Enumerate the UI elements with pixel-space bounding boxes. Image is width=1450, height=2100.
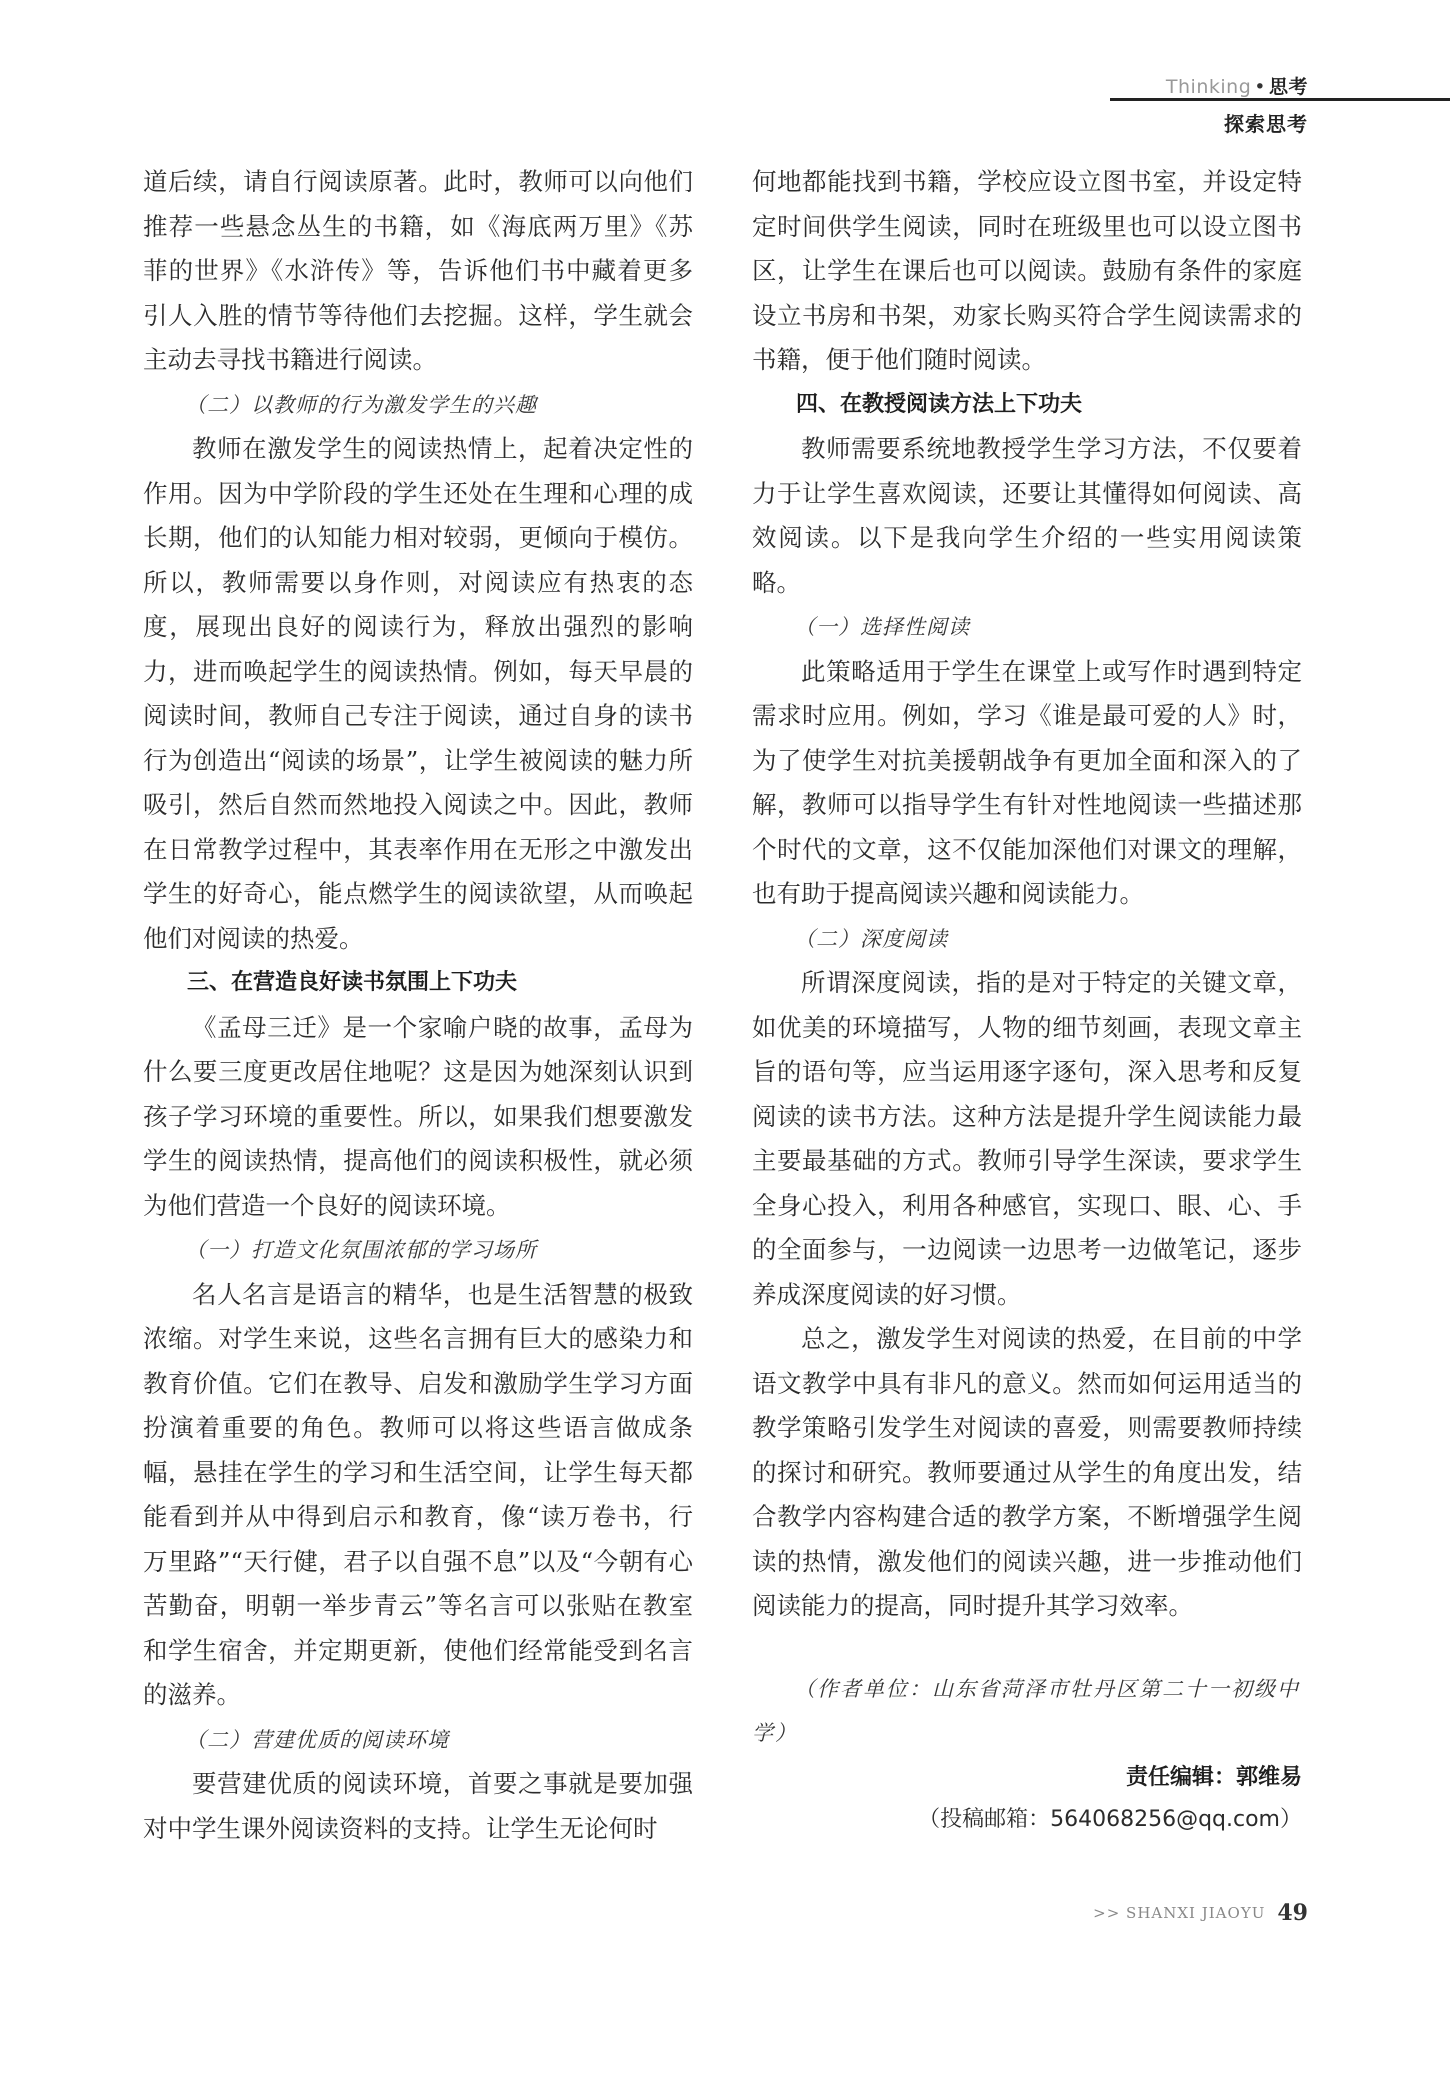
journal-name: >> SHANXI JIAOYU bbox=[1093, 1904, 1266, 1922]
left-paragraph: 名人名言是语言的精华，也是生活智慧的极致浓缩。对学生来说，这些名言拥有巨大的感染力和教育价值。它们在教导、启发和激励学生学习方面扮演着重要的角色。教师可以将这些语言做成条幅，悬挂在学生的学习和生活空间，让学生每天都能看到并从中得到启示和教育，像“读万卷书，行万里路”“天行健，君子以自强不息”以及“今朝有心苦勤奋，明朝一举步青云”等名言可以张贴在教室和学生宿舍，并定期更新，使他们经常能受到名言的滋养。 bbox=[143, 1279, 693, 1709]
right-paragraph: 教师需要系统地教授学生学习方法，不仅要着力于让学生喜欢阅读，还要让其懂得如何阅读、高效阅读。以下是我向学生介绍的一些实用阅读策略。 bbox=[752, 434, 1302, 597]
left-column bbox=[143, 160, 693, 1851]
right-column-body bbox=[752, 160, 1302, 1629]
section-label-zh: 思考 bbox=[1268, 76, 1308, 98]
right-column bbox=[752, 160, 1302, 1840]
right-subsection-heading: （二）深度阅读 bbox=[794, 926, 948, 951]
left-paragraph: 道后续，请自行阅读原著。此时，教师可以向他们推荐一些悬念丛生的书籍，如《海底两万里》《苏菲的世界》《水浒传》等，告诉他们书中藏着更多引人入胜的情节等待他们去挖掘。这样，学生就会主动去寻找书籍进行阅读。 bbox=[143, 167, 693, 374]
left-subsection-heading: （一）打造文化氛围浓郁的学习场所 bbox=[185, 1238, 537, 1262]
section-label bbox=[1166, 72, 1308, 99]
submission-email: （投稿邮箱：564068256@qq.com） bbox=[918, 1807, 1302, 1832]
left-paragraph: 教师在激发学生的阅读热情上，起着决定性的作用。因为中学阶段的学生还处在生理和心理的成长期，他们的认知能力相对较弱，更倾向于模仿。所以，教师需要以身作则，对阅读应有热衷的态度，展现出良好的阅读行为，释放出强烈的影响力，进而唤起学生的阅读热情。例如，每天早晨的阅读时间，教师自己专注于阅读，通过自身的读书行为创造出“阅读的场景”，让学生被阅读的魅力所吸引，然后自然而然地投入阅读之中。因此，教师在日常教学过程中，其表率作用在无形之中激发出学生的好奇心，能点燃学生的阅读欲望，从而唤起他们对阅读的热爱。 bbox=[143, 434, 693, 953]
editor-credit: 责任编辑：郭维易 bbox=[1125, 1764, 1302, 1790]
section-separator: • bbox=[1254, 76, 1266, 98]
page-number: 49 bbox=[1277, 1900, 1308, 1926]
subsection-label: 探索思考 bbox=[1224, 112, 1308, 136]
right-section-heading: 四、在教授阅读方法上下功夫 bbox=[796, 391, 1083, 417]
author-affiliation: （作者单位：山东省菏泽市牡丹区第二十一初级中学） bbox=[752, 1676, 1300, 1745]
right-paragraph: 何地都能找到书籍，学校应设立图书室，并设定特定时间供学生阅读，同时在班级里也可以设立图书区，让学生在课后也可以阅读。鼓励有条件的家庭设立书房和书架，劝家长购买符合学生阅读需求的书籍，便于他们随时阅读。 bbox=[752, 167, 1302, 374]
header-rule bbox=[1110, 98, 1450, 101]
left-paragraph: 要营建优质的阅读环境，首要之事就是要加强对中学生课外阅读资料的支持。让学生无论何时 bbox=[143, 1769, 693, 1843]
page-header bbox=[1110, 70, 1450, 140]
right-paragraph: 所谓深度阅读，指的是对于特定的关键文章，如优美的环境描写，人物的细节刻画，表现文章主旨的语句等，应当运用逐字逐句，深入思考和反复阅读的读书方法。这种方法是提升学生阅读能力最主要最基础的方式。教师引导学生深读，要求学生全身心投入，利用各种感官，实现口、眼、心、手的全面参与，一边阅读一边思考一边做笔记，逐步养成深度阅读的好习惯。 bbox=[752, 968, 1302, 1309]
right-paragraph: 此策略适用于学生在课堂上或写作时遇到特定需求时应用。例如，学习《谁是最可爱的人》时，为了使学生对抗美援朝战争有更加全面和深入的了解，教师可以指导学生有针对性地阅读一些描述那个时代的文章，这不仅能加深他们对课文的理解，也有助于提高阅读兴趣和阅读能力。 bbox=[752, 656, 1302, 908]
section-label-en: Thinking bbox=[1165, 76, 1252, 98]
left-paragraph: 《孟母三迁》是一个家喻户晓的故事，孟母为什么要三度更改居住地呢？这是因为她深刻认识到孩子学习环境的重要性。所以，如果我们想要激发学生的阅读热情，提高他们的阅读积极性，就必须为他们营造一个良好的阅读环境。 bbox=[143, 1012, 693, 1220]
right-subsection-heading: （一）选择性阅读 bbox=[794, 615, 970, 639]
page-footer bbox=[1093, 1900, 1308, 1926]
right-paragraph: 总之，激发学生对阅读的热爱，在目前的中学语文教学中具有非凡的意义。然而如何运用适当的教学策略引发学生对阅读的喜爱，则需要教师持续的探讨和研究。教师要通过从学生的角度出发，结合教学内容构建合适的教学方案，不断增强学生阅读的热情，激发他们的阅读兴趣，进一步推动他们阅读能力的提高，同时提升其学习效率。 bbox=[752, 1324, 1302, 1620]
left-subsection-heading: （二）营建优质的阅读环境 bbox=[185, 1727, 449, 1752]
left-subsection-heading: （二）以教师的行为激发学生的兴趣 bbox=[185, 392, 537, 417]
left-section-heading: 三、在营造良好读书氛围上下功夫 bbox=[187, 970, 518, 995]
